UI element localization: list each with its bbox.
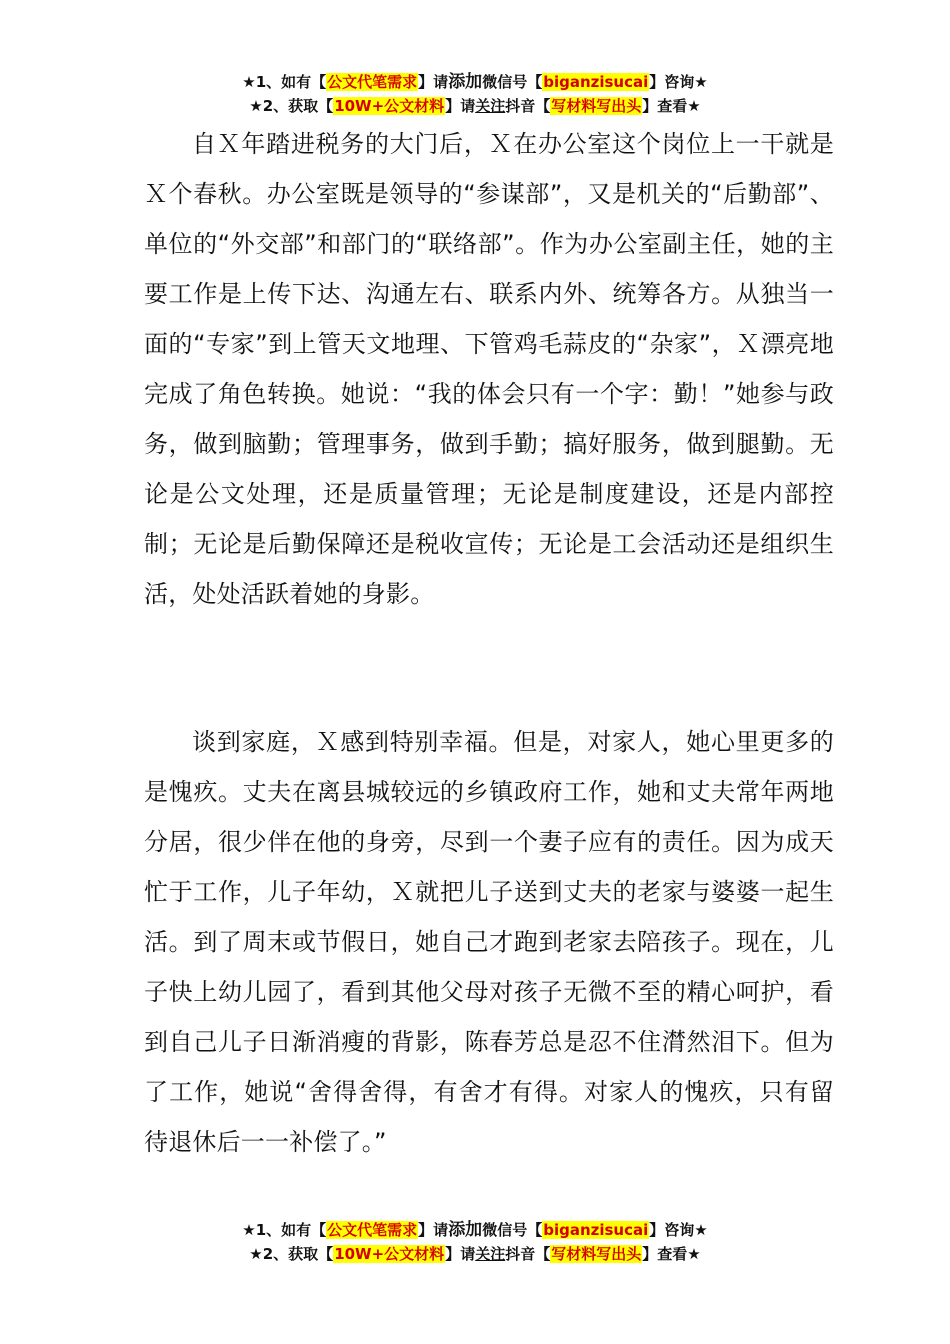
highlight-service: 公文代笔需求 [327,73,418,91]
footer-notice [0,1218,950,1266]
highlight-wechat-id: biganzisucai [543,73,649,91]
article-paragraph: 谈到家庭，Ｘ感到特别幸福。但是，对家人，她心里更多的是愧疚。丈夫在离县城较远的乡镇政府工作，她和丈夫常年两地分居，很少伴在他的身旁，尽到一个妻子应有的责任。因为成天忙于工作，儿子年幼，Ｘ就把儿子送到丈夫的老家与婆婆一起生活。到了周末或节假日，她自己才跑到老家去陪孩子。现在，儿子快上幼儿园了，看到其他父母对孩子无微不至的精心呵护，看到自己儿子日渐消瘦的背影，陈春芳总是忍不住潸然泪下。但为了工作，她说“舍得舍得，有舍才有得。对家人的愧疚，只有留待退休后一一补偿了。” [144,728,834,1156]
highlight-wechat-id: biganzisucai [543,1221,649,1239]
highlight-douyin-account: 写材料写出头 [551,1245,642,1263]
article-paragraph-2-block [144,717,834,1167]
highlight-materials: 10W+公文材料 [334,1245,445,1263]
article-paragraph: 自Ｘ年踏进税务的大门后，Ｘ在办公室这个岗位上一干就是Ｘ个春秋。办公室既是领导的“参谋部”，又是机关的“后勤部”、单位的“外交部”和部门的“联络部”。作为办公室副主任，她的主要工作是上传下达、沟通左右、联系内外、统筹各方。从独当一面的“专家”到上管天文地理、下管鸡毛蒜皮的“杂家”，Ｘ漂亮地完成了角色转换。她说：“我的体会只有一个字：勤！”她参与政务，做到脑勤；管理事务，做到手勤；搞好服务，做到腿勤。无论是公文处理，还是质量管理；无论是制度建设，还是内部控制；无论是后勤保障还是税收宣传；无论是工会活动还是组织生活，处处活跃着她的身影。 [144,130,834,608]
article-paragraph-1-block [144,119,834,619]
highlight-service: 公文代笔需求 [327,1221,418,1239]
notice-line-2: ★2、获取【10W+公文材料】请关注抖音【写材料写出头】查看★ [249,97,701,115]
highlight-materials: 10W+公文材料 [334,97,445,115]
notice-line-1: ★1、如有【公文代笔需求】请添加微信号【biganzisucai】咨询★ [242,1220,708,1240]
notice-line-1: ★1、如有【公文代笔需求】请添加微信号【biganzisucai】咨询★ [242,72,708,92]
highlight-douyin-account: 写材料写出头 [551,97,642,115]
notice-line-2: ★2、获取【10W+公文材料】请关注抖音【写材料写出头】查看★ [249,1245,701,1263]
header-notice [0,70,950,118]
